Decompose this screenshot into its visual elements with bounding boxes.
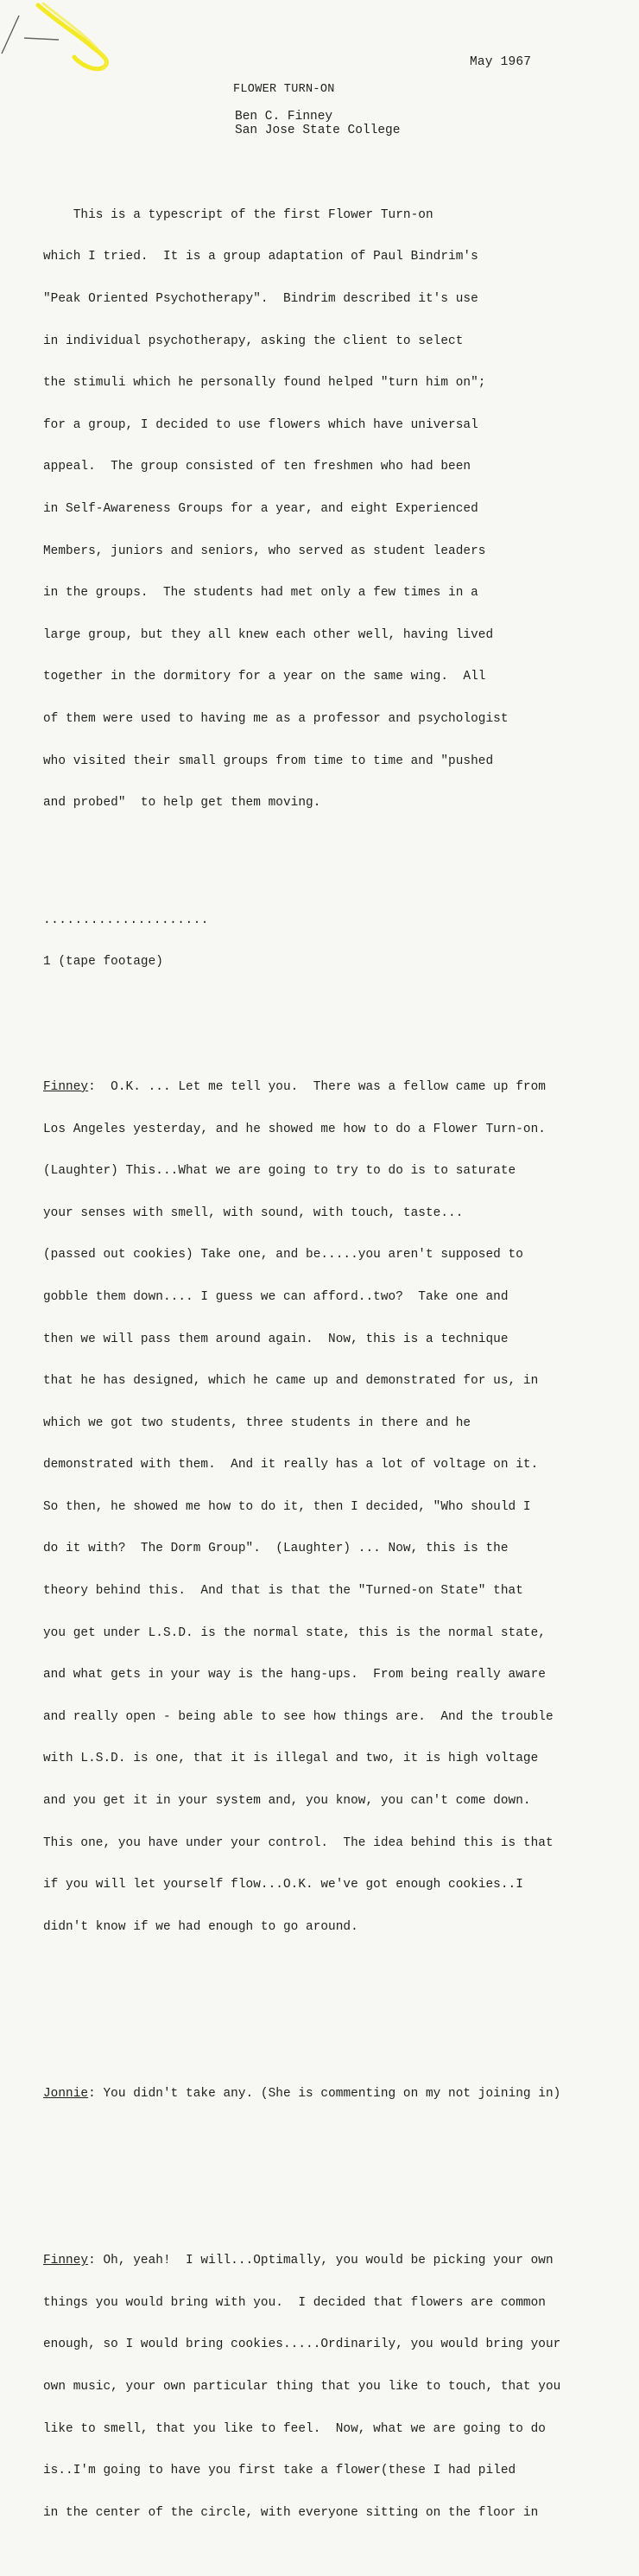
dialogue-line: (Laughter) This...What we are going to try to do is to saturate [43, 1164, 516, 1179]
dialogue-line: This one, you have under your control. The idea behind this is that [43, 1835, 554, 1850]
intro-line: This is a typescript of the first Flower Turn-on [43, 207, 433, 222]
intro-line: the stimuli which he personally found helped "turn him on"; [43, 376, 486, 391]
intro-line: and probed" to help get them moving. [43, 796, 321, 811]
dialogue-line: theory behind this. And that is that the "Turned-on State" that [43, 1584, 523, 1599]
dialogue-line: your senses with smell, with sound, with touch, taste... [43, 1205, 464, 1220]
dialogue-line: that he has designed, which he came up and demonstrated for us, in [43, 1374, 539, 1389]
dialogue-entry [43, 2059, 639, 2129]
dialogue-line: with L.S.D. is one, that it is illegal and two, it is high voltage [43, 1752, 539, 1766]
dialogue-line: do it with? The Dorm Group". (Laughter) ... Now, this is the [43, 1542, 509, 1556]
section-separator: ..................... [43, 913, 209, 927]
intro-line: in individual psychotherapy, asking the client to select [43, 334, 464, 348]
dialogue-line: if you will let yourself flow...O.K. we've got enough cookies..I [43, 1878, 523, 1892]
intro-line: for a group, I decided to use flowers which have universal [43, 417, 478, 432]
dialogue-line: demonstrated with them. And it really has a lot of voltage on it. [43, 1458, 539, 1472]
dialogue-line: in the center of the circle, with everyone sitting on the floor in [43, 2505, 539, 2520]
dialogue-line: you get under L.S.D. is the normal state, this is the normal state, [43, 1625, 546, 1640]
intro-line: large group, but they all knew each other well, having lived [43, 627, 494, 642]
dialogue-line: enough, so I would bring cookies.....Ordinarily, you would bring your [43, 2337, 561, 2352]
intro-paragraph [43, 180, 639, 837]
staple-and-highlight-mark [0, 0, 121, 86]
dialogue-line: So then, he showed me how to do it, then I decided, "Who should I [43, 1499, 531, 1514]
document-title: FLOWER TURN-ON [233, 83, 335, 96]
dialogue-entry [43, 2226, 639, 2548]
author-name: Ben C. Finney [235, 110, 333, 124]
document-date: May 1967 [470, 55, 532, 69]
dialogue-line: didn't know if we had enough to go around. [43, 1919, 358, 1934]
intro-line: together in the dormitory for a year on the same wing. All [43, 670, 486, 684]
dialogue-line: : O.K. ... Let me tell you. There was a fellow came up from [88, 1079, 546, 1094]
document-body [43, 152, 639, 2576]
dialogue-line: is..I'm going to have you first take a flower(these I had piled [43, 2464, 516, 2478]
dialogue-line: own music, your own particular thing that you like to touch, that you [43, 2380, 561, 2395]
dialogue-line: then we will pass them around again. Now, this is a technique [43, 1332, 509, 1346]
dialogue-line: : You didn't take any. (She is commenting on my not joining in) [88, 2087, 561, 2102]
speaker-name: Jonnie [43, 2087, 89, 2102]
dialogue-line: which we got two students, three students in there and he [43, 1415, 471, 1430]
intro-line: which I tried. It is a group adaptation of Paul Bindrim's [43, 250, 478, 264]
dialogue-line: Los Angeles yesterday, and he showed me how to do a Flower Turn-on. [43, 1122, 546, 1136]
dialogue-line: and you get it in your system and, you know, you can't come down. [43, 1794, 531, 1809]
intro-line: who visited their small groups from time to time and "pushed [43, 754, 494, 768]
speaker-name: Finney [43, 1079, 89, 1094]
dialogue-line: and really open - being able to see how things are. And the trouble [43, 1709, 554, 1724]
dialogue-line: : Oh, yeah! I will...Optimally, you would be picking your own [88, 2254, 554, 2268]
dialogue-line: gobble them down.... I guess we can afford..two? Take one and [43, 1289, 509, 1304]
intro-line: Members, juniors and seniors, who served as student leaders [43, 544, 486, 558]
intro-line: appeal. The group consisted of ten freshmen who had been [43, 460, 471, 474]
dialogue-line: (passed out cookies) Take one, and be.....you aren't supposed to [43, 1248, 523, 1263]
speaker-name: Finney [43, 2254, 89, 2268]
intro-line: "Peak Oriented Psychotherapy". Bindrim described it's use [43, 292, 478, 306]
intro-line: of them were used to having me as a professor and psychologist [43, 711, 509, 726]
intro-line: in the groups. The students had met only a few times in a [43, 586, 478, 601]
intro-line: in Self-Awareness Groups for a year, and eight Experienced [43, 501, 478, 516]
tape-label: 1 (tape footage) [43, 955, 163, 970]
dialogue-entry [43, 1053, 639, 1962]
dialogue-line: and what gets in your way is the hang-ups. From being really aware [43, 1668, 546, 1682]
author-institution: San Jose State College [235, 124, 401, 137]
dialogue-line: things you would bring with you. I decided that flowers are common [43, 2295, 546, 2310]
dialogue-line: like to smell, that you like to feel. Now, what we are going to do [43, 2421, 546, 2436]
author-block [235, 110, 400, 137]
